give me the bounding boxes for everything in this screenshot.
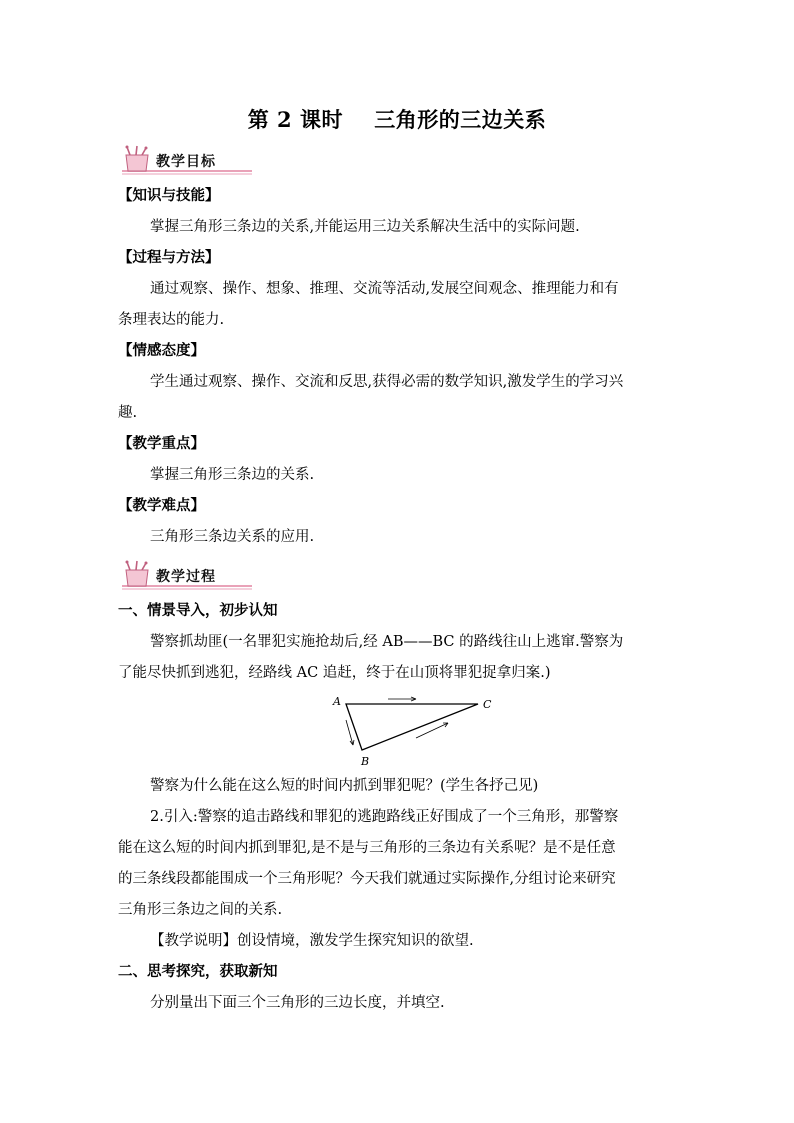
paragraph: 掌握三角形三条边的关系.: [150, 467, 315, 483]
paragraph: 了能尽快抓到逃犯，经路线 AC 追赶，终于在山顶将罪犯捉拿归案.): [118, 665, 551, 681]
paragraph: 的三条线段都能围成一个三角形呢？今天我们就通过实际操作,分组讨论来研究: [118, 871, 616, 887]
paragraph: 条理表达的能力.: [118, 312, 225, 328]
section-heading-2: 二、思考探究，获取新知: [118, 964, 278, 980]
paragraph: 分别量出下面三个三角形的三边长度，并填空.: [150, 995, 445, 1011]
paragraph: 能在这么短的时间内抓到罪犯,是不是与三角形的三条边有关系呢？是不是任意: [118, 840, 616, 856]
banner-label: 教学目标: [156, 154, 216, 170]
paragraph: 警察抓劫匪(一名罪犯实施抢劫后,经 AB——BC 的路线往山上逃窜.警察为: [150, 634, 624, 650]
paragraph: 三角形三条边关系的应用.: [150, 529, 315, 545]
paragraph: 2.引入:警察的追击路线和罪犯的逃跑路线正好围成了一个三角形，那警察: [150, 809, 619, 825]
heading-process: 【过程与方法】: [118, 250, 220, 266]
vertex-label-b: B: [361, 755, 370, 768]
section-heading-1: 一、情景导入，初步认知: [118, 603, 278, 619]
page-title: 第 2 课时 三角形的三边关系: [247, 107, 547, 132]
banner-label: 教学过程: [156, 569, 216, 585]
vertex-label-a: A: [333, 695, 341, 708]
heading-key-point: 【教学重点】: [118, 436, 205, 452]
heading-difficulty: 【教学难点】: [118, 498, 205, 514]
paragraph: 三角形三条边之间的关系.: [118, 902, 283, 918]
heading-emotion: 【情感态度】: [118, 343, 205, 359]
vertex-label-c: C: [483, 698, 492, 711]
paragraph: 趣.: [118, 405, 138, 421]
paragraph: 警察为什么能在这么短的时间内抓到罪犯呢？(学生各抒己见): [150, 778, 539, 794]
paragraph: 掌握三角形三条边的关系,并能运用三边关系解决生活中的实际问题.: [150, 219, 580, 235]
teaching-note: 【教学说明】创设情境，激发学生探究知识的欲望.: [150, 933, 474, 949]
heading-knowledge: 【知识与技能】: [118, 188, 220, 204]
paragraph: 学生通过观察、操作、交流和反思,获得必需的数学知识,激发学生的学习兴: [150, 374, 624, 390]
section-banner-process: [118, 560, 258, 590]
triangle-figure: [326, 690, 506, 772]
paragraph: 通过观察、操作、想象、推理、交流等活动,发展空间观念、推理能力和有: [150, 281, 619, 297]
section-banner-goals: [118, 145, 258, 175]
